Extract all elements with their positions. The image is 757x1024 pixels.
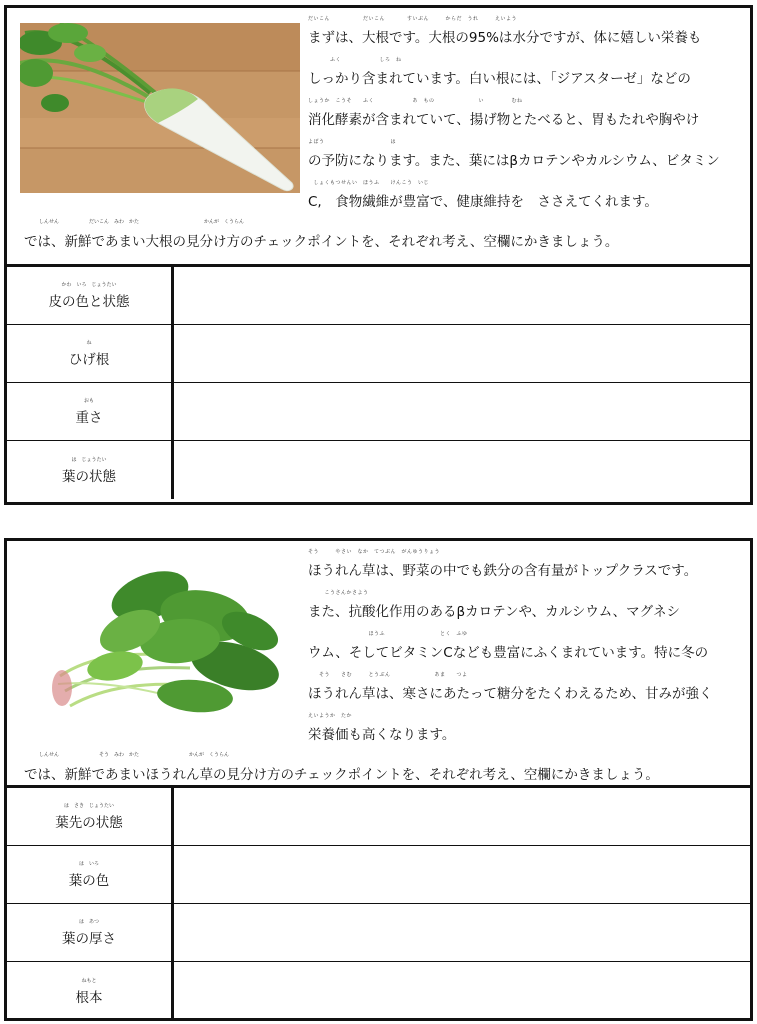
text-line (308, 545, 753, 586)
text-line-content: 消化酵素が含まれていて、揚げ物とたべると、胃もたれや胸やけ (308, 112, 700, 128)
text-line-content: また、抗酸化作用のあるβカロテンや、カルシウム、マグネシ (308, 604, 680, 620)
text-line-content: の予防になります。また、葉にはβカロテンやカルシウム、ビタミン (308, 153, 720, 169)
row-label-ruby: ね (86, 340, 92, 346)
row-label (7, 846, 174, 903)
spinach-section (4, 538, 753, 1021)
row-label-text: 葉先の状態 (55, 815, 123, 831)
answer-cell[interactable] (174, 383, 750, 440)
table-row (7, 267, 750, 325)
table-row (7, 904, 750, 962)
table-row (7, 846, 750, 904)
row-label-ruby: は いろ (78, 861, 99, 867)
daikon-checklist-table (7, 264, 750, 499)
text-line (308, 135, 753, 176)
furigana: ふく しろ ね (308, 57, 402, 63)
furigana: しょくもつせんい ほうふ けんこう いじ (308, 180, 430, 186)
text-line-content: ウム、そしてビタミンCなども豊富にふくまれています。特に冬の (308, 645, 709, 661)
row-label (7, 904, 174, 961)
row-label-text: 葉の色 (68, 873, 110, 889)
text-line-content: 栄養価も高くなります。 (308, 727, 456, 743)
text-line-content: ほうれん草は、野菜の中でも鉄分の含有量がトップクラスです。 (308, 563, 698, 579)
answer-cell[interactable] (174, 788, 750, 845)
furigana: よぼう は (308, 139, 397, 145)
furigana: えいようか たか (308, 713, 353, 719)
text-line (308, 176, 753, 217)
text-line (308, 94, 753, 135)
text-line (308, 627, 753, 668)
daikon-description (308, 12, 753, 217)
text-line-content: ほうれん草は、寒さにあたって糖分をたくわえるため、甘みが強く (308, 686, 713, 702)
text-line (308, 668, 753, 709)
answer-cell[interactable] (174, 325, 750, 382)
row-label (7, 441, 174, 499)
text-line (308, 12, 753, 53)
row-label (7, 383, 174, 440)
text-line-content: C, 食物繊維が豊富で、健康維持を ささえてくれます。 (308, 194, 658, 210)
table-row (7, 383, 750, 441)
answer-cell[interactable] (174, 904, 750, 961)
daikon-photo (20, 23, 300, 193)
table-row (7, 962, 750, 1020)
row-label-ruby: は さき じょうたい (63, 803, 114, 809)
answer-cell[interactable] (174, 846, 750, 903)
answer-cell[interactable] (174, 267, 750, 324)
row-label (7, 267, 174, 324)
row-label-ruby: は あつ (78, 919, 99, 925)
row-label (7, 325, 174, 382)
row-label-ruby: おも (83, 398, 94, 404)
text-line (308, 53, 753, 94)
text-line (308, 586, 753, 627)
daikon-section (4, 5, 753, 505)
furigana: ほうふ とく ふゆ (308, 631, 468, 637)
furigana: だいこん だいこん すいぶん からだ うれ えいよう (308, 16, 518, 22)
row-label-text: 重さ (75, 410, 103, 426)
answer-cell[interactable] (174, 962, 750, 1020)
row-label-text: 根本 (75, 989, 103, 1006)
table-row (7, 325, 750, 383)
furigana: そう やさい なか てつぶん がんゆうりょう (308, 549, 441, 555)
spinach-checklist-table (7, 785, 750, 1020)
table-row (7, 441, 750, 499)
spinach-instruction-text: では、新鮮であまいほうれん草の見分け方のチェックポイントを、それぞれ考え、空欄にかきましょう。 (24, 767, 659, 783)
row-label (7, 788, 174, 845)
text-line-content: まずは、大根です。大根の95%は水分ですが、体に嬉しい栄養も (308, 30, 702, 46)
daikon-instruction (24, 219, 619, 250)
answer-cell[interactable] (174, 441, 750, 499)
row-label-ruby: ねもと (81, 977, 97, 984)
row-label-text: 葉の厚さ (62, 931, 116, 947)
spinach-instruction-ruby: しんせん そう みわ かた かんが くうらん (24, 752, 230, 758)
row-label-ruby: かわ いろ じょうたい (61, 282, 117, 288)
furigana: こうさんかさよう (308, 590, 369, 596)
row-label-ruby: は じょうたい (71, 456, 107, 463)
row-label-text: 皮の色と状態 (48, 294, 130, 310)
daikon-instruction-text: では、新鮮であまい大根の見分け方のチェックポイントを、それぞれ考え、空欄にかきましょう。 (24, 234, 619, 250)
row-label-text: 葉の状態 (62, 468, 116, 485)
row-label (7, 962, 174, 1020)
furigana: そう さむ とうぶん あま つよ (308, 672, 468, 678)
table-row (7, 788, 750, 846)
spinach-photo (20, 556, 300, 731)
spinach-instruction (24, 752, 659, 783)
furigana: しょうか こうそ ふく あ もの い むね (308, 98, 523, 104)
daikon-instruction-ruby: しんせん だいこん みわ かた かんが くうらん (24, 219, 245, 225)
row-label-text: ひげ根 (68, 352, 110, 368)
text-line-content: しっかり含まれています。白い根には、「ジアスターゼ」などの (308, 71, 691, 87)
text-line (308, 709, 753, 750)
spinach-description (308, 545, 753, 750)
